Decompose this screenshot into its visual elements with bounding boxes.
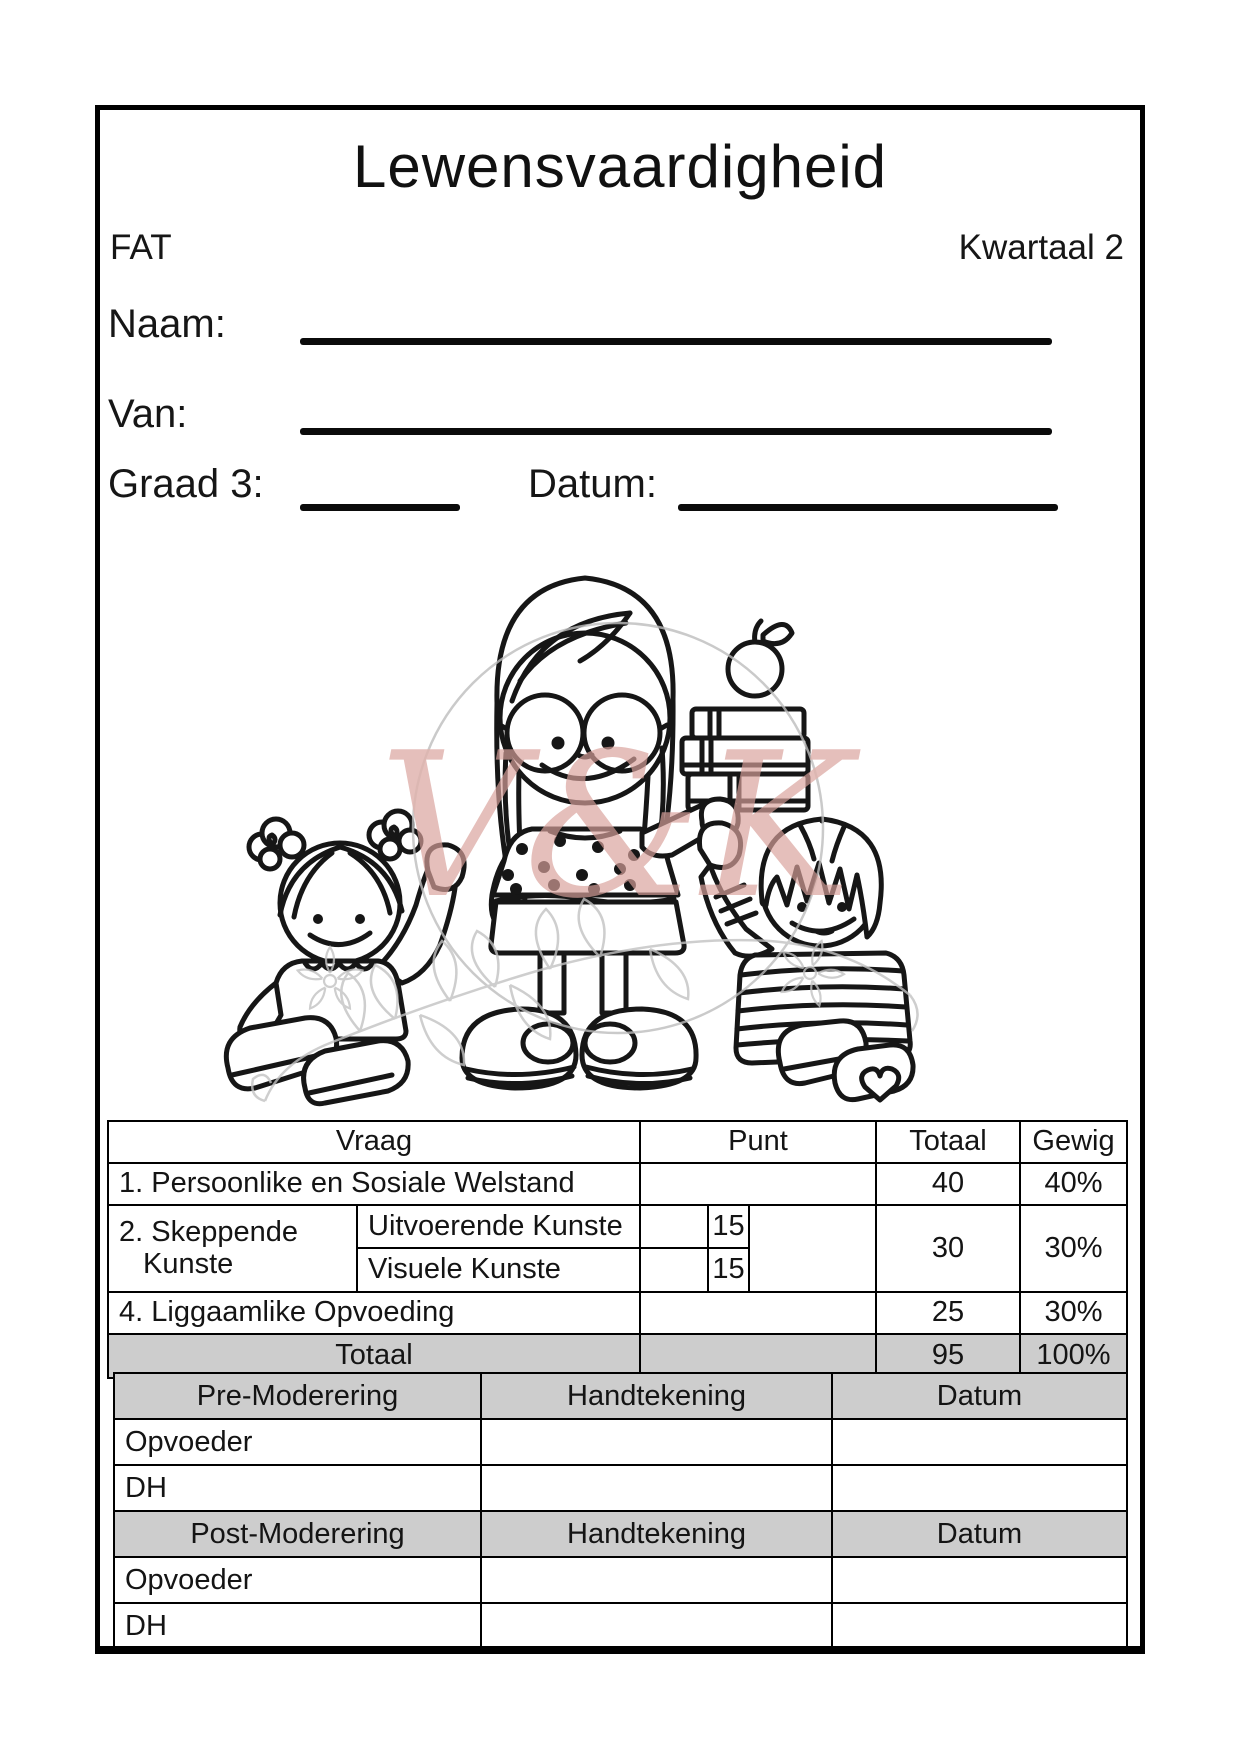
datum-label: Datum: — [528, 462, 657, 506]
handtekening-header-2: Handtekening — [481, 1511, 832, 1557]
post-dh-handtekening-blank — [481, 1603, 832, 1649]
marks-total-totaal: 95 — [876, 1334, 1020, 1378]
pre-moderering-header: Pre-Moderering — [114, 1373, 481, 1419]
marks-header-punt: Punt — [640, 1121, 876, 1163]
watermark-monogram: V&K — [379, 710, 851, 943]
datum-header: Datum — [832, 1373, 1127, 1419]
post-opvoeder-label: Opvoeder — [114, 1557, 481, 1603]
marks-row2-punt-merged-blank — [749, 1205, 876, 1292]
marks-row2-sub1-punt: 15 — [708, 1205, 749, 1248]
moderation-table — [113, 1372, 1128, 1650]
apple-leaf — [763, 624, 792, 643]
naam-label: Naam: — [108, 302, 226, 346]
handtekening-header: Handtekening — [481, 1373, 832, 1419]
marks-row2-sub1-label: Uitvoerende Kunste — [357, 1205, 640, 1248]
pre-dh-datum-blank — [832, 1465, 1127, 1511]
teacher-leg — [602, 953, 626, 1013]
marks-row2-label-line2: Kunste — [143, 1247, 234, 1280]
datum-header-2: Datum — [832, 1511, 1127, 1557]
marks-header-totaal: Totaal — [876, 1121, 1020, 1163]
marks-row2-sub2-punt: 15 — [708, 1248, 749, 1292]
pre-dh-handtekening-blank — [481, 1465, 832, 1511]
pre-opvoeder-handtekening-blank — [481, 1419, 832, 1465]
marks-row2-sub2-label: Visuele Kunste — [357, 1248, 640, 1292]
pre-opvoeder-label: Opvoeder — [114, 1419, 481, 1465]
marks-row2-label-line1: 2. Skeppende — [119, 1216, 298, 1249]
marks-row2-label — [108, 1205, 357, 1292]
marks-total-label: Totaal — [108, 1334, 640, 1378]
marks-header-vraag: Vraag — [108, 1121, 640, 1163]
marks-row2-gewig: 30% — [1020, 1205, 1127, 1292]
pre-dh-label: DH — [114, 1465, 481, 1511]
marks-header-gewig: Gewig — [1020, 1121, 1127, 1163]
marks-row1-totaal: 40 — [876, 1163, 1020, 1205]
marks-row3-gewig: 30% — [1020, 1292, 1127, 1334]
post-opvoeder-handtekening-blank — [481, 1557, 832, 1603]
van-fill-line — [300, 428, 1052, 435]
post-dh-label: DH — [114, 1603, 481, 1649]
page-border-frame — [95, 105, 1145, 1654]
post-moderering-header: Post-Moderering — [114, 1511, 481, 1557]
marks-row1-punt-blank — [640, 1163, 876, 1205]
page-title: Lewensvaardigheid — [352, 133, 888, 200]
classroom-illustration — [210, 503, 930, 1117]
clipart-teacher-and-kids — [210, 503, 930, 1117]
marks-row1-gewig: 40% — [1020, 1163, 1127, 1205]
graad-label: Graad 3: — [108, 462, 264, 506]
marks-row3-punt-blank — [640, 1292, 876, 1334]
naam-fill-line — [300, 338, 1052, 345]
marks-row1-label: 1. Persoonlike en Sosiale Welstand — [108, 1163, 640, 1205]
marks-table — [107, 1120, 1128, 1379]
marks-total-gewig: 100% — [1020, 1334, 1127, 1378]
post-dh-datum-blank — [832, 1603, 1127, 1649]
fat-label: FAT — [110, 228, 172, 267]
pre-opvoeder-datum-blank — [832, 1419, 1127, 1465]
marks-row3-label: 4. Liggaamlike Opvoeding — [108, 1292, 640, 1334]
kwartaal-label: Kwartaal 2 — [958, 228, 1124, 267]
post-opvoeder-datum-blank — [832, 1557, 1127, 1603]
marks-row2-sub1-blank — [640, 1205, 708, 1248]
marks-row2-totaal: 30 — [876, 1205, 1020, 1292]
apple-body — [728, 642, 782, 696]
marks-row3-totaal: 25 — [876, 1292, 1020, 1334]
marks-row2-sub2-blank — [640, 1248, 708, 1292]
van-label: Van: — [108, 392, 188, 436]
